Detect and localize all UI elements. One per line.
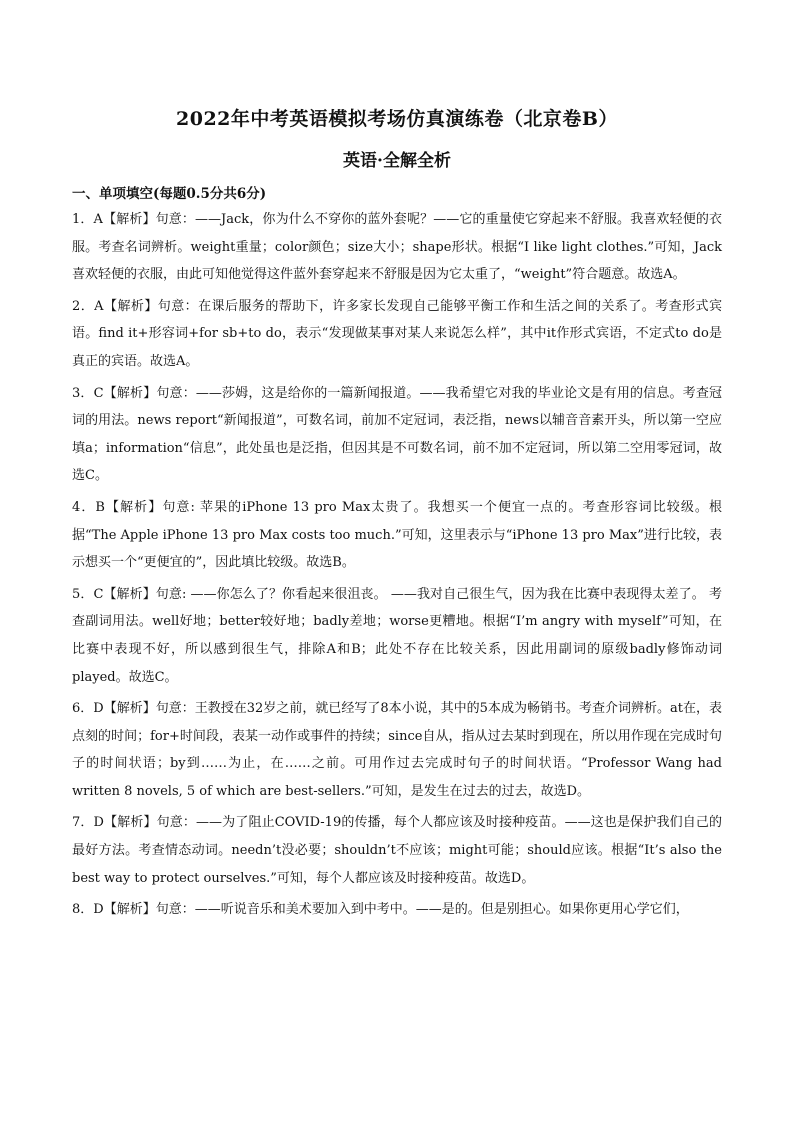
item-number: 5．: [72, 586, 94, 602]
document-subtitle: 英语·全解全析: [343, 151, 451, 171]
answer-item-8: [72, 896, 722, 924]
answer-item-6: [72, 695, 722, 805]
answer-item-3: [72, 380, 722, 490]
answer-list: [72, 206, 722, 928]
answer-item-4: [72, 494, 722, 577]
item-text: A【解析】句意：在课后服务的帮助下，许多家长发现自己能够平衡工作和生活之间的关系了。考查形式宾语。find it+形容词+for sb+to do，表示“发现做某事对某人来说怎么样”，其中it作形式宾语，不定式to do是真正的宾语。故选A。: [72, 298, 723, 369]
item-text: D【解析】句意：王教授在32岁之前，就已经写了8本小说，其中的5本成为畅销书。考查介词辨析。at在，表点刻的时间；for+时间段，表某一动作或事件的持续；since自从，指从过去某时到现在，所以用作现在完成时句子的时间状语；by到……为止，在……之前。可用作过去完成时句子的时间状语。“Professor Wang had written 8 novels, 5 of which are best-sellers.”可知，是发生在过去的过去，故选D。: [72, 701, 722, 799]
section-heading: 一、单项填空(每题0.5分共6分): [72, 186, 267, 202]
item-number: 8．: [72, 902, 94, 918]
item-text: A【解析】句意：——Jack，你为什么不穿你的蓝外套呢？——它的重量使它穿起来不舒服。我喜欢轻便的衣服。考查名词辨析。weight重量；color颜色；size大小；shape形状。根据“I like light clothes.”可知，Jack喜欢轻便的衣服，由此可知他觉得这件蓝外套穿起来不舒服是因为它太重了，“weight”符合题意。故选A。: [72, 212, 722, 283]
item-number: 4．: [72, 499, 96, 515]
document-title: 2022年中考英语模拟考场仿真演练卷（北京卷B）: [176, 108, 618, 130]
answer-item-5: [72, 581, 722, 691]
answer-item-1: [72, 206, 722, 289]
item-number: 1．: [72, 212, 94, 227]
item-number: 6．: [72, 701, 94, 717]
item-text: C【解析】句意: ——你怎么了？你看起来很沮丧。 ——我对自己很生气，因为我在比赛中表现得太差了。 考查副词用法。well好地；better较好地；badly差地；worse更糟地。根据“I’m angry with myself”可知，在比赛中表现不好，所以感到很生气，排除A和B；此处不存在比较关系，因此用副词的原级badly修饰动词played。故选C。: [72, 586, 722, 685]
item-number: 2．: [72, 298, 95, 314]
item-text: D【解析】句意：——听说音乐和美术要加入到中考中。——是的。但是别担心。如果你更用心学它们，: [93, 902, 689, 918]
answer-item-2: [72, 293, 722, 376]
item-text: D【解析】句意：——为了阻止COVID-19的传播，每个人都应该及时接种疫苗。——这也是保护我们自己的最好方法。考查情态动词。needn’t没必要；shouldn’t不应该；might可能；should应该。根据“It’s also the best way to protect ourselves.”可知，每个人都应该及时接种疫苗。故选D。: [72, 815, 722, 886]
item-text: C【解析】句意：——莎姆，这是给你的一篇新闻报道。——我希望它对我的毕业论文是有用的信息。考查冠词的用法。news report“新闻报道”，可数名词，前加不定冠词，表泛指，news以辅音音素开头，所以第一空应填a；information“信息”，此处虽也是泛指，但因其是不可数名词，前不加不定冠词，所以第二空用零冠词，故选C。: [72, 385, 722, 484]
answer-item-7: [72, 809, 722, 892]
item-text: B【解析】句意: 苹果的iPhone 13 pro Max太贵了。我想买一个便宜一点的。考查形容词比较级。根据“The Apple iPhone 13 pro Max costs too much.”可知，这里表示与“iPhone 13 pro Max”进行比较，表示想买一个“更便宜的”，因此填比较级。故选B。: [72, 499, 722, 571]
item-number: 7．: [72, 815, 94, 831]
item-number: 3．: [72, 385, 94, 401]
